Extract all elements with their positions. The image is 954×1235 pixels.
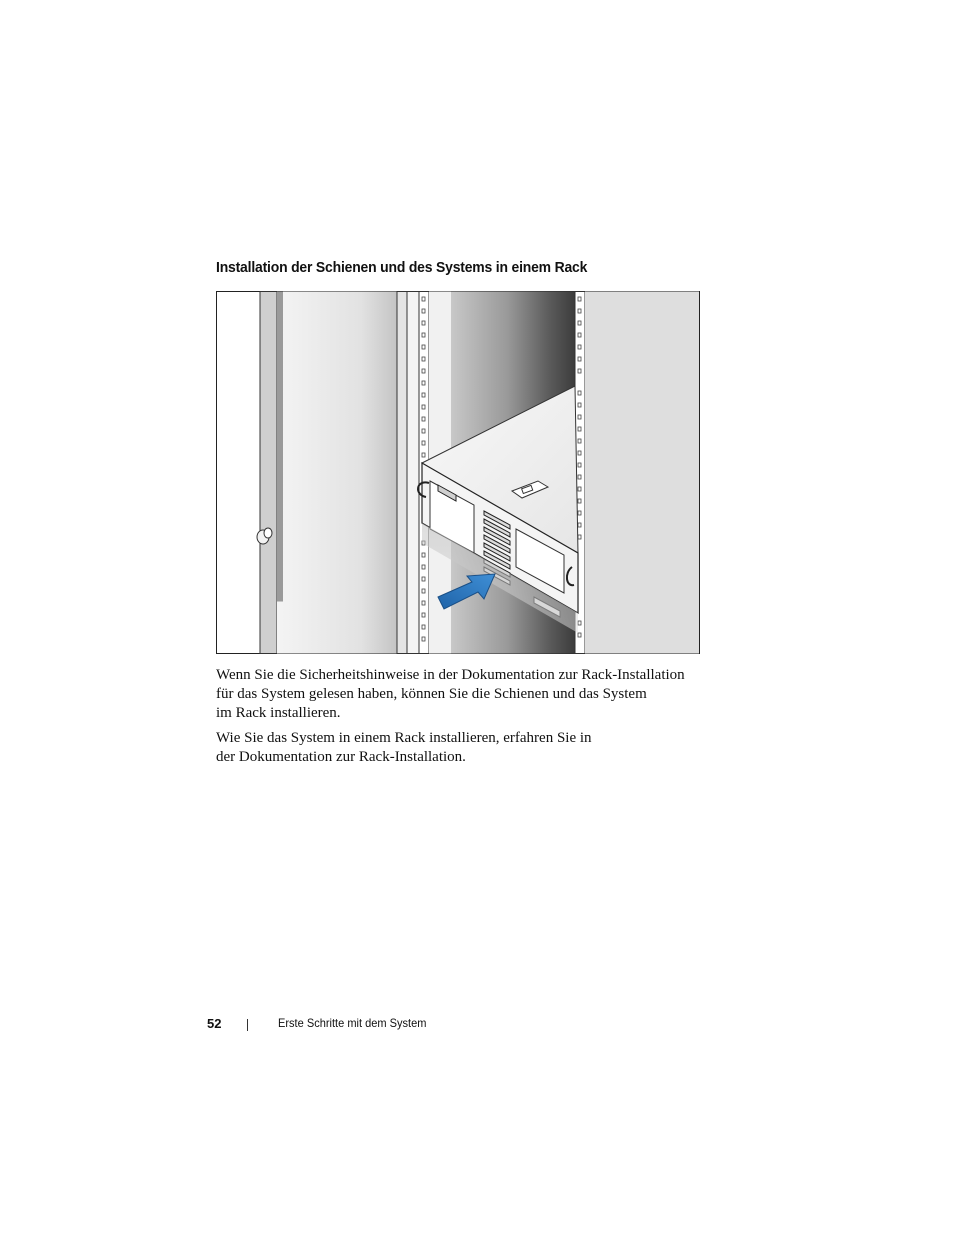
paragraph-1 — [216, 666, 685, 723]
footer-title: Erste Schritte mit dem System — [278, 1016, 427, 1030]
paragraph-1-line-1: Wenn Sie die Sicherheitshinweise in der Dokumentation zur Rack-Installation — [216, 667, 685, 683]
paragraph-2-line-1: Wie Sie das System in einem Rack installieren, erfahren Sie in — [216, 730, 592, 746]
paragraph-1-line-3: im Rack installieren. — [216, 705, 341, 721]
paragraph-2-line-2: der Dokumentation zur Rack-Installation. — [216, 749, 466, 765]
page-number: 52 — [207, 1016, 222, 1031]
section-heading: Installation der Schienen und des Systems in einem Rack — [216, 259, 588, 276]
footer-separator — [247, 1019, 248, 1031]
rack-installation-illustration — [216, 291, 700, 654]
paragraph-1-line-2: für das System gelesen haben, können Sie die Schienen und das System — [216, 686, 647, 702]
paragraph-2 — [216, 729, 592, 767]
